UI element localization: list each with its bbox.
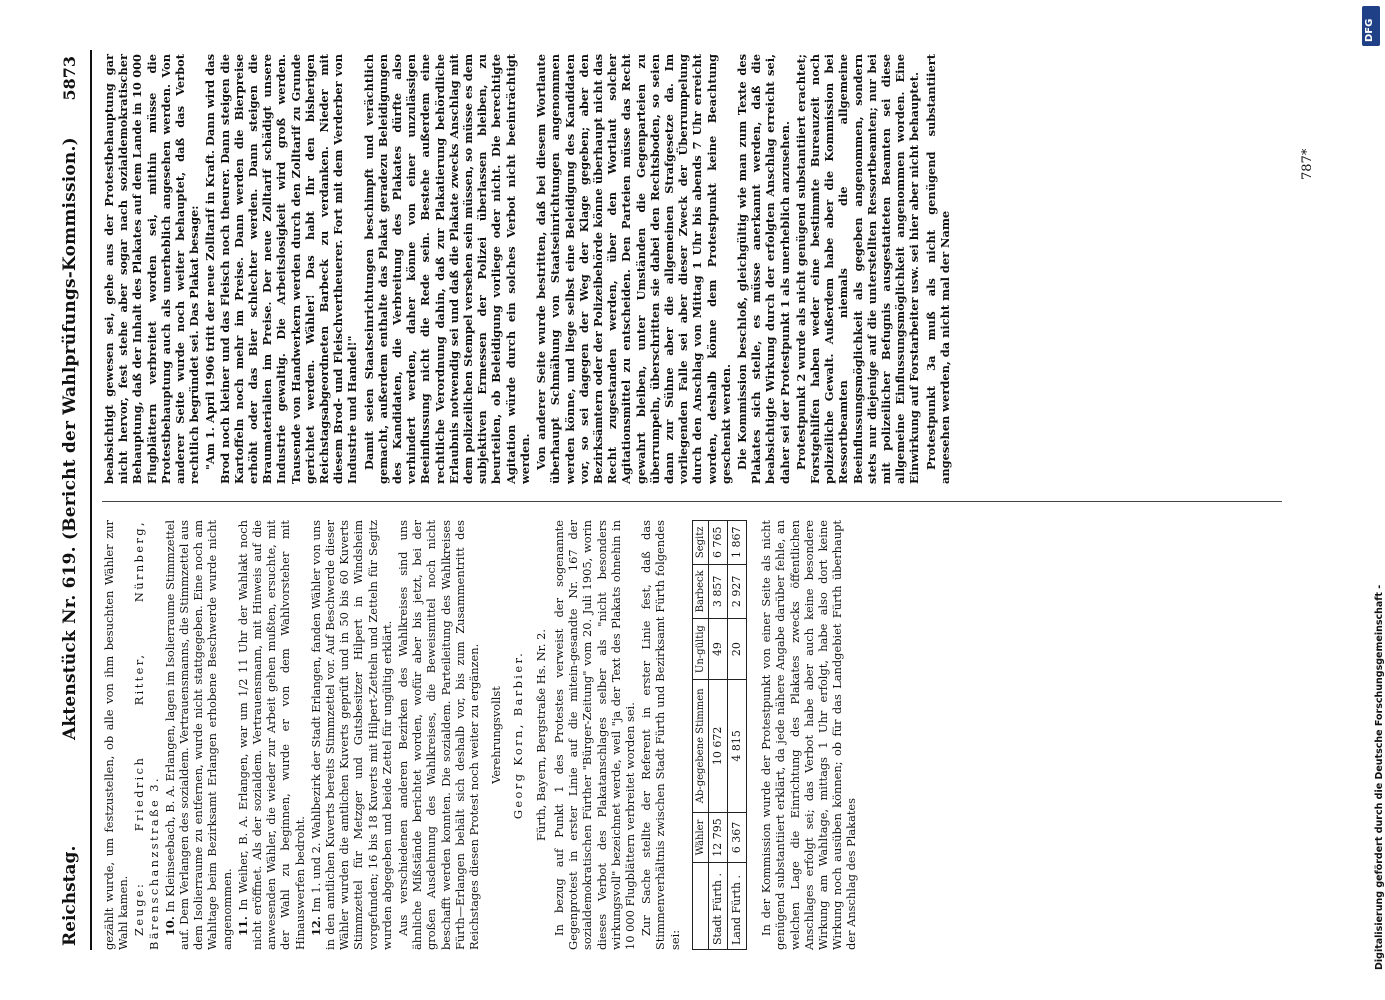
numbered-paragraph: [163, 520, 234, 950]
paragraph: Von anderer Seite wurde bestritten, daß bei diesem Wortlaute überhaupt Schmähung von Staatseinrichtungen angenommen werden könne, und liege selbst eine Beleidigung des Kandidaten vor, so sei dagegen der Weg der Klage gegeben; aber den Bezirksämtern oder der Polizeibehörde könne überhaupt nicht das Recht zugestanden werden, über den Wortlaut solcher Agitationsmittel zu entscheiden. Den Parteien müsse das Recht gewahrt bleiben, unter Umständen die Gegenparteien zu überrumpeln, überschritten sie dabei den Rechtsboden, so seien dann zur Sühne aber die allgemeinen Strafgesetze da. Im vorliegenden Falle sei aber dieser Zweck der Überrumpelung durch den Anschlag von Mittag 1 Uhr bis abends 7 Uhr erreicht worden, deshalb könne dem Protestpunkt keine Beachtung geschenkt werden.: [534, 54, 733, 484]
paragraph: Protestpunkt 3a muß als nicht genügend substantiiert angesehen werden, da nicht mal der Name: [923, 54, 952, 484]
table-cell: 20: [727, 619, 746, 680]
item-number: 11.: [235, 916, 250, 936]
paragraph: In der Kommission wurde der Protestpunkt von einer Seite als nicht genügend substantiiert erklärt, da jede nähere Angabe darüber fehle, an welchen Lage die Einrichtung des Plakates zwecks öffentlichen Anschlages erfolgt sei; das Verbot habe aber auch keine besondere Wirkung am Wahltage, mittags 1 Uhr erfolgt, habe also dort keine Wirkung noch ausüben können; ob für das Landgebiet Fürth überhaupt der Anschlag des Plakates: [759, 520, 859, 950]
right-column: [102, 54, 954, 484]
paragraph-text: Im 1. und 2. Wahlbezirk der Stadt Erlangen, fanden Wähler von uns in den amtlichen Kuverts bereits Stimmzettel vor. Auf Beschwerde dieser Wähler wurden die amtlichen Kuverts geprüft und in 50 bis 60 Kuverts Stimmzettel für Metzger und Gutsbesitzer Hilpert in Windsheim vorgefunden; 16 bis 18 Kuverts mit Hilpert-Zetteln und Zetteln für Segitz wurden abgegeben und beide Zettel für ungültig erklärt.: [308, 520, 394, 950]
quoted-placard-text: "Am 1. April 1906 tritt der neue Zolltarif in Kraft. Dann wird das Brod noch kleiner und das Fleisch noch theurer. Dann steigen die Kartoffeln noch mehr im Preise. Dann werden die Bierpreise erhöht oder das Bier schlechter werden. Dann steigen die Braumaterialien im Preise. Der neue Zolltarif schädigt unsere Industrie gewaltig. Die Arbeitslosigkeit wird groß werden. Tausende von Handwerkern werden durch den Zolltarif zu Grunde gerichtet werden. Wähler! Das habt Ihr den bisherigen Reichstagsabgeordneten Barbeck zu verdanken. Nieder mit diesem Brod- und Fleischvertheuerer. Fort mit dem Verderber von Industrie und Handel!": [203, 54, 360, 484]
column-header: [692, 863, 708, 950]
row-label: Stadt Fürth .: [708, 863, 727, 950]
numbered-paragraph: [236, 520, 307, 950]
signature-name: Georg Korn, Barbier.: [511, 650, 526, 820]
table-cell: 6 765: [708, 521, 727, 565]
item-number: 12.: [308, 916, 323, 936]
paragraph: Protestpunkt 2 wurde als nicht genügend substantiiert erachtet; Forstgehilfen haben weder eine bestimmte Bureauzeit noch polizeiliche Gewalt. Außerdem habe aber die Kommission bei Ressortbeamten niemals die allgemeine Beeinflussungsmöglichkeit als gegeben angenommen, sondern stets nur diejenige auf die unterstellten Ressortbeamten; nur bei mit polizeilicher Befugnis ausgestatteten Beamten sei diese allgemeine Einflussungsmöglichkeit angenommen worden. Eine Einwirkung auf Forstarbeiter usw. sei hier aber nicht behauptet.: [793, 54, 922, 484]
vote-results-table: [692, 520, 747, 950]
page-header: [50, 50, 92, 950]
row-label: Land Fürth .: [727, 863, 746, 950]
table-cell: 6 367: [727, 812, 746, 863]
page-footnote: 787*: [1300, 148, 1315, 180]
table-cell: 3 857: [708, 564, 727, 619]
column-header: Ab-gegebene Stimmen: [692, 680, 708, 813]
paragraph: Die Kommission beschloß, gleichgültig wie man zum Texte des Plakates sich stelle, es müsse anerkannt werden, daß die beabsichtigte Wirkung durch der erfolgten Anschlag erreicht sei, daher sei der Protestpunkt 1 als unerheblich anzusehen.: [734, 54, 792, 484]
item-number: 10.: [162, 916, 177, 936]
table-cell: 10 672: [708, 680, 727, 813]
header-title: Aktenstück Nr. 619. (Bericht der Wahlprüfungs-Kommission.): [60, 137, 80, 740]
column-divider: [102, 501, 1282, 502]
table-cell: 49: [708, 619, 727, 680]
paragraph-text: In Kleinseebach, B. A. Erlangen, lagen im Isolierraume Stimmzettel auf. Dem Verlangen des sozialdem. Vertrauensmanns, die Stimmzettel aus dem Isolierraume zu entfernen, wurde nicht stattgegeben. Eine noch am Wahltage beim Bezirksamt Erlangen erhobene Beschwerde wurde nicht angenommen.: [162, 520, 234, 950]
rotated-document-page: [50, 50, 1360, 950]
witness-line: Zeuge: Friedrich Ritter, Nürnberg, Bärenschanzstraße 3.: [132, 520, 161, 950]
digitization-credit: [1356, 30, 1385, 970]
column-header: Un-gültig: [692, 619, 708, 680]
table-header-row: [692, 521, 708, 950]
dfg-logo: [1362, 6, 1380, 46]
page-number: 5873: [60, 56, 79, 101]
numbered-paragraph: [309, 520, 394, 950]
paragraph: beabsichtigt gewesen sei, gehe aus der Protestbehauptung gar nicht hervor, fest stehe aber sogar nach sozialdemokratischer Behauptung, daß der Inhalt des Plakates auf dem Lande in 10 000 Flugblättern verbreitet worden sei, mithin müsse die Protestbehauptung auch als unerheblich angesehen werden. Von anderer Seite wurde noch weiter behauptet, daß das Verbot rechtlich begründet sei. Das Plakat besage:: [102, 54, 202, 484]
table-row: [708, 521, 727, 950]
column-header: Barbeck: [692, 564, 708, 619]
signature-place: Fürth, Bayern, Bergstraße Hs. Nr. 2.: [533, 629, 548, 841]
dfg-logo-text: DFG: [1364, 18, 1375, 42]
left-column: [102, 520, 861, 950]
paragraph: In bezug auf Punkt 1 des Protestes verweist der sogenannte Gegenprotest in erster Linie auf die mitein-gesandte Nr. 167 der sozialdemokratischen Fürther "Bürger-Zeitung" vom 20. Juli 1905, worin dieses Verbot des Plakatanschlages selber als "nicht besonders wirkungsvoll" bezeichnet werde, weil "ja der Text des Plakats ohnehin in 10 000 Flugblättern verbreitet worden sei.: [551, 520, 637, 950]
table-cell: 2 927: [727, 564, 746, 619]
table-row: [727, 521, 746, 950]
paragraph: Zur Sache stellte der Referent in erster Linie fest, daß das Stimmenverhältnis zwischen Stadt Fürth und Bezirksamt Fürth folgendes sei:: [639, 520, 682, 950]
paragraph: gezählt wurde, um festzustellen, ob alle von ihm besuchten Wähler zur Wahl kamen.: [102, 520, 131, 950]
table-cell: 12 795: [708, 812, 727, 863]
header-left: Reichstag.: [60, 845, 80, 946]
paragraph: Damit seien Staatseinrichtungen beschimpft und verächtlich gemacht, außerdem enthalte das Plakat geradezu Beleidigungen des Kandidaten, die Verbreitung des Plakates dürfte also verhindert werden, daher könne von einer unzulässigen Beeinflussung nicht die Rede sein. Bestehe außerdem eine rechtliche Verordnung dahin, daß zur Plakatierung behördliche Erlaubnis notwendig sei und daß die Plakate zwecks Anschlag mit dem polizeilichen Stempel versehen sein müssen, so müsse es dem subjektiven Ermessen der Polizei überlassen bleiben, zu beurteilen, ob Beleidigung vorliege oder nicht. Die berechtigte Agitation würde durch ein solches Verbot nicht beeinträchtigt werden.: [361, 54, 532, 484]
paragraph: Aus verschiedenen anderen Bezirken des Wahlkreises sind uns ähnliche Mißstände berichtet worden, wofür aber bis jetzt, bei der großen Ausdehnung des Wahlkreises, die Beweismittel noch nicht beschafft werden konnten. Die sozialdem. Parteileitung des Wahlkreises Fürth—Erlangen behält sich deshalb vor, bis zum Zusammentritt des Reichstages diesen Protest noch weiter zu ergänzen.: [396, 520, 482, 950]
closing-salutation: Verehrungsvollst: [489, 686, 504, 784]
table-cell: 1 867: [727, 521, 746, 565]
column-header: Segitz: [692, 521, 708, 565]
paragraph-text: In Weiher, B. A. Erlangen, war um 1/2 11 Uhr der Wahlakt noch nicht eröffnet. Als der sozialdem. Vertrauensmann, mit Hinweis auf die anwesenden Wähler, die wieder zur Arbeit gehen mußten, ersuchte, mit der Wahl zu beginnen, wurde er von dem Wahlvorsteher mit Hinauswerfen bedroht.: [235, 520, 307, 950]
credit-text: Digitalisierung gefördert durch die Deutsche Forschungsgemeinschaft -: [1374, 584, 1385, 970]
table-cell: 4 815: [727, 680, 746, 813]
column-header: Wähler: [692, 812, 708, 863]
